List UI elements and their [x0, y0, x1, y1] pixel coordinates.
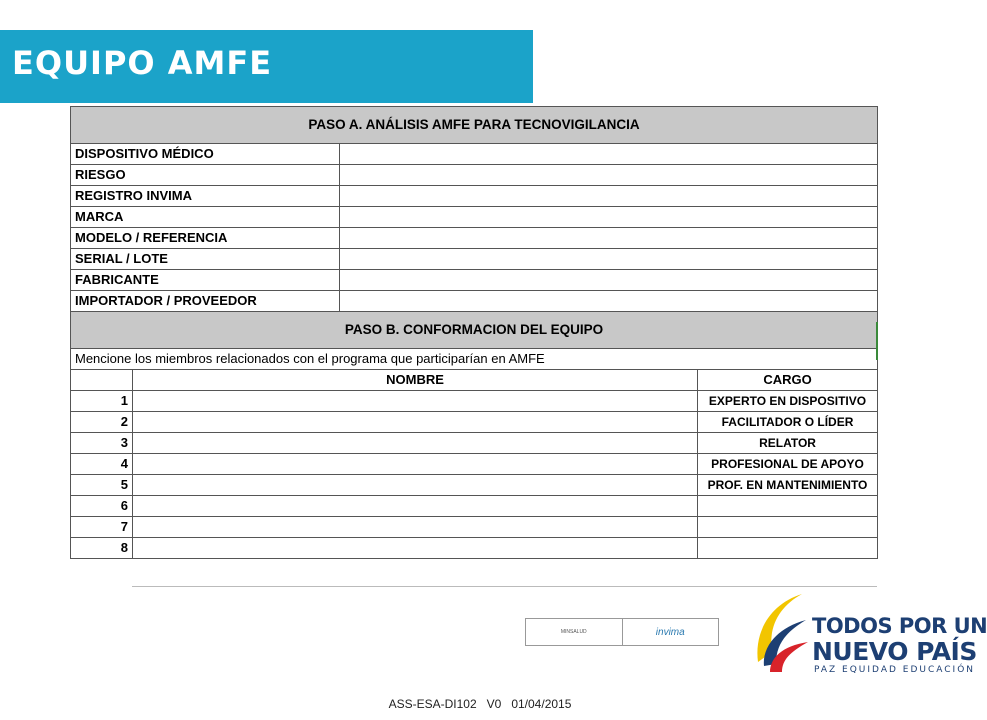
nombre-column-header: NOMBRE: [133, 370, 698, 391]
member-name-cell[interactable]: [133, 496, 698, 517]
member-number: 2: [71, 412, 133, 433]
member-name-cell[interactable]: [133, 454, 698, 475]
member-row: [71, 475, 878, 496]
member-role: [698, 538, 878, 559]
member-row: [71, 538, 878, 559]
field-label: DISPOSITIVO MÉDICO: [71, 144, 340, 165]
member-role: EXPERTO EN DISPOSITIVO: [698, 391, 878, 412]
member-row: [71, 454, 878, 475]
field-row: [71, 186, 878, 207]
invima-logo: invima: [622, 619, 719, 645]
field-label: MODELO / REFERENCIA: [71, 228, 340, 249]
title-banner: [0, 30, 533, 103]
member-number: 5: [71, 475, 133, 496]
member-number: 8: [71, 538, 133, 559]
member-name-cell[interactable]: [133, 538, 698, 559]
field-value[interactable]: [340, 144, 878, 165]
member-role: PROF. EN MANTENIMIENTO: [698, 475, 878, 496]
agency-logos: [525, 618, 719, 646]
member-row: [71, 496, 878, 517]
member-role: PROFESIONAL DE APOYO: [698, 454, 878, 475]
section-b-header: PASO B. CONFORMACION DEL EQUIPO: [71, 312, 878, 349]
field-row: [71, 270, 878, 291]
field-row: [71, 291, 878, 312]
field-value[interactable]: [340, 249, 878, 270]
member-number: 3: [71, 433, 133, 454]
field-row: [71, 228, 878, 249]
member-name-cell[interactable]: [133, 517, 698, 538]
todos-por-un-nuevo-pais-logo: TODOS POR UN NUEVO PAÍS PAZ EQUIDAD EDUCACIÓN: [750, 592, 950, 678]
member-number: 6: [71, 496, 133, 517]
cargo-column-header: CARGO: [698, 370, 878, 391]
field-value[interactable]: [340, 207, 878, 228]
member-row: [71, 517, 878, 538]
member-number: 1: [71, 391, 133, 412]
field-row: [71, 144, 878, 165]
amfe-spreadsheet: [70, 106, 877, 559]
member-row: [71, 433, 878, 454]
colombia-swoosh-icon: [750, 592, 812, 678]
field-label: SERIAL / LOTE: [71, 249, 340, 270]
member-name-cell[interactable]: [133, 412, 698, 433]
member-number: 7: [71, 517, 133, 538]
page-title: EQUIPO AMFE: [12, 44, 273, 82]
field-value[interactable]: [340, 165, 878, 186]
cell-selection-marker: [876, 322, 878, 360]
field-row: [71, 249, 878, 270]
field-row: [71, 207, 878, 228]
field-row: [71, 165, 878, 186]
member-role: FACILITADOR O LÍDER: [698, 412, 878, 433]
member-name-cell[interactable]: [133, 475, 698, 496]
field-label: RIESGO: [71, 165, 340, 186]
member-name-cell[interactable]: [133, 391, 698, 412]
field-value[interactable]: [340, 228, 878, 249]
field-label: REGISTRO INVIMA: [71, 186, 340, 207]
field-label: IMPORTADOR / PROVEEDOR: [71, 291, 340, 312]
member-number: 4: [71, 454, 133, 475]
field-value[interactable]: [340, 270, 878, 291]
member-role: [698, 517, 878, 538]
member-row: [71, 412, 878, 433]
minsalud-logo: MINSALUD: [560, 629, 587, 635]
field-value[interactable]: [340, 186, 878, 207]
member-role: RELATOR: [698, 433, 878, 454]
member-role: [698, 496, 878, 517]
field-value[interactable]: [340, 291, 878, 312]
num-header-cell: [71, 370, 133, 391]
instruction-text: Mencione los miembros relacionados con el programa que participarían en AMFE: [71, 349, 878, 370]
document-code-footer: ASS-ESA-DI102 V0 01/04/2015: [388, 697, 572, 711]
field-label: FABRICANTE: [71, 270, 340, 291]
member-row: [71, 391, 878, 412]
field-label: MARCA: [71, 207, 340, 228]
section-a-header: PASO A. ANÁLISIS AMFE PARA TECNOVIGILANCIA: [71, 107, 878, 144]
member-name-cell[interactable]: [133, 433, 698, 454]
divider-line: [132, 586, 877, 587]
